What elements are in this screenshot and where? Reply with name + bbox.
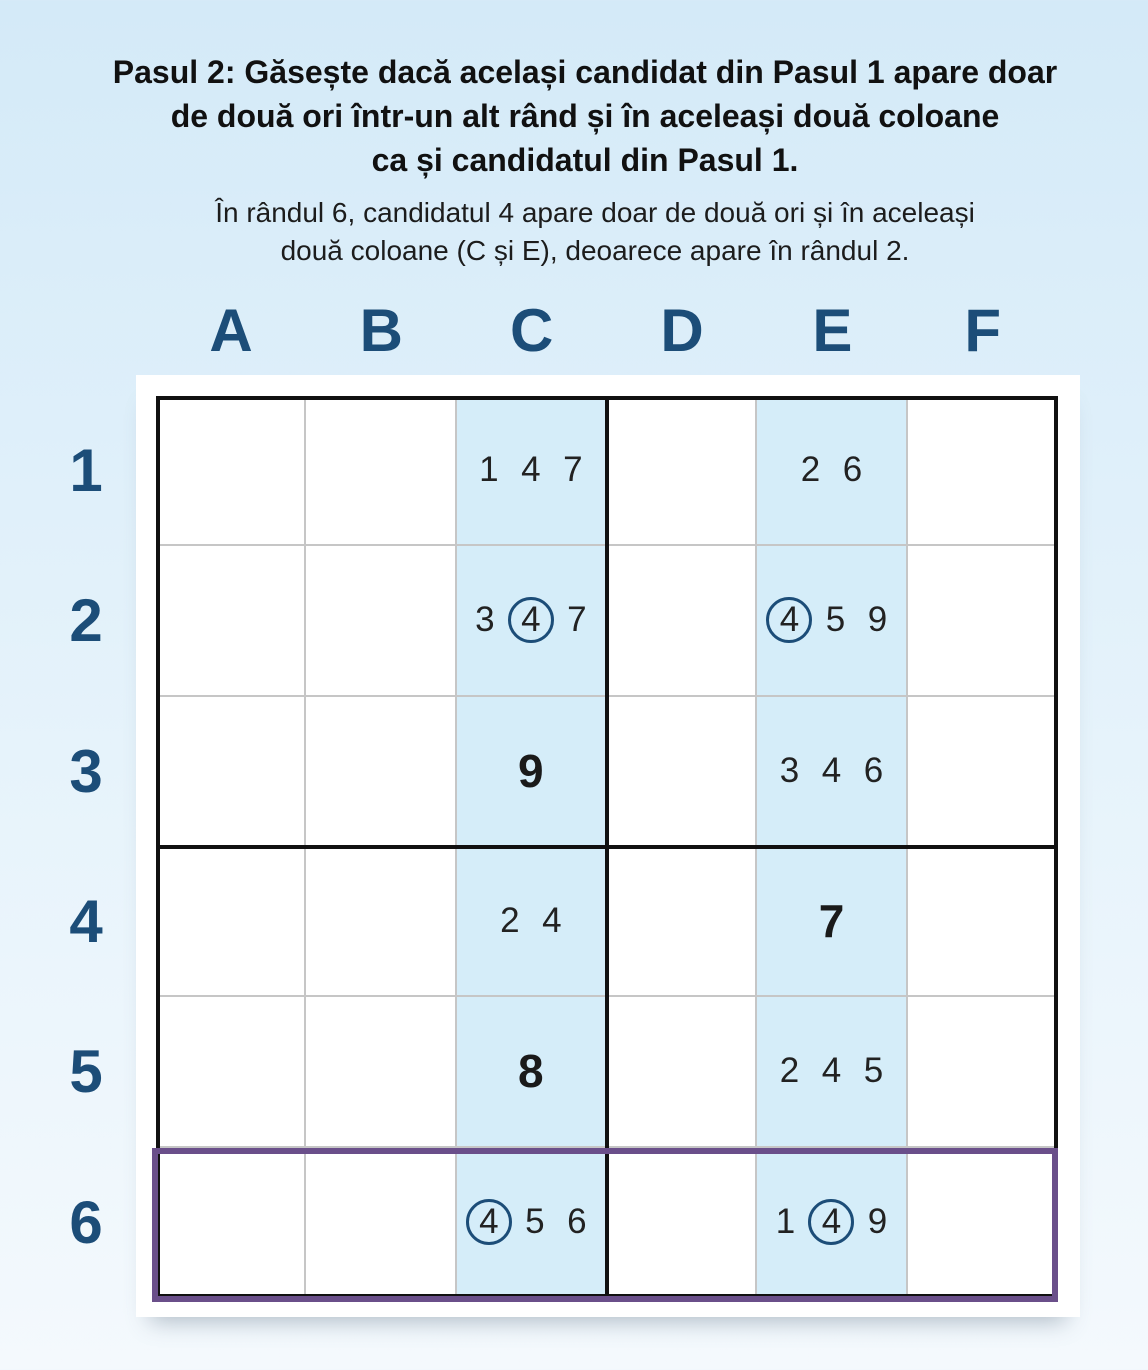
candidate: 5 — [863, 1051, 884, 1091]
candidate: 5 — [525, 1201, 545, 1241]
candidate: 9 — [867, 1201, 888, 1241]
row-label-6: 6 — [69, 1188, 103, 1256]
candidate: 4 — [521, 450, 541, 490]
candidate: 4 — [821, 1051, 842, 1091]
candidate: 3 — [475, 600, 495, 640]
column-label-d: D — [660, 297, 704, 364]
row-label-5: 5 — [69, 1038, 103, 1106]
candidate: 9 — [867, 600, 888, 640]
candidate: 3 — [779, 750, 800, 790]
title-line: de două ori într-un alt rând și în aceleași două coloane — [170, 98, 1000, 134]
title-line: Pasul 2: Găsește dacă același candidat din Pasul 1 apare doar — [112, 54, 1058, 90]
column-label-e: E — [812, 297, 853, 364]
instruction-title — [40, 50, 1130, 182]
candidate: 5 — [825, 600, 846, 640]
column-label-f: F — [964, 297, 1001, 364]
cell-value: 7 — [818, 895, 845, 948]
candidate: 6 — [863, 750, 884, 790]
column-label-a: A — [209, 297, 253, 364]
cell-value: 9 — [518, 744, 544, 797]
candidate: 4 — [821, 750, 842, 790]
column-label-b: B — [359, 297, 403, 364]
candidate: 2 — [500, 901, 520, 941]
candidate: 4 — [542, 901, 562, 941]
title-line: ca și candidatul din Pasul 1. — [371, 142, 799, 178]
candidate: 7 — [563, 450, 583, 490]
candidate: 2 — [800, 450, 821, 490]
column-label-c: C — [509, 297, 554, 364]
circled-candidate: 4 — [808, 1199, 854, 1245]
cell-value: 8 — [518, 1045, 544, 1098]
candidate: 7 — [567, 600, 587, 640]
candidate: 1 — [775, 1201, 796, 1241]
circled-candidate: 4 — [766, 597, 812, 643]
circled-candidate: 4 — [466, 1199, 512, 1245]
row-label-4: 4 — [69, 888, 103, 955]
circled-candidate: 4 — [508, 597, 554, 643]
row-6-highlight-frame — [152, 1148, 1058, 1302]
instruction-subtitle — [30, 194, 1148, 270]
candidate: 2 — [779, 1051, 800, 1091]
subtitle-line: două coloane (C și E), deoarece apare în rândul 2. — [280, 235, 910, 266]
subtitle-line: În rândul 6, candidatul 4 apare doar de două ori și în aceleași — [215, 197, 975, 228]
row-label-1: 1 — [69, 437, 103, 504]
candidate: 6 — [567, 1201, 587, 1241]
row-label-2: 2 — [69, 587, 103, 655]
candidate: 6 — [842, 450, 863, 490]
row-label-3: 3 — [69, 737, 103, 805]
candidate: 1 — [479, 450, 499, 490]
